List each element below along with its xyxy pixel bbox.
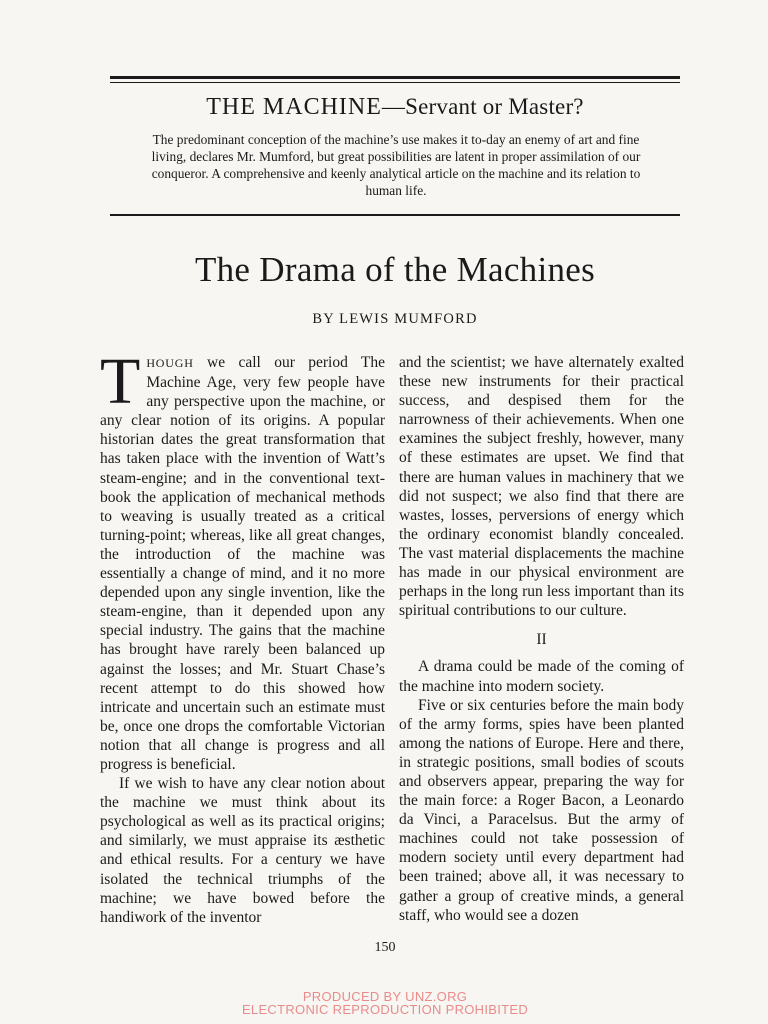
byline: BY LEWIS MUMFORD — [312, 311, 478, 327]
section-number: II — [536, 631, 547, 649]
watermark-line-1: PRODUCED BY UNZ.ORG — [302, 989, 468, 1004]
right-paragraph-3: Five or six centuries before the main body of the army forms, spies have been planted among the nations of Europe. Here and there, in strategic positions, small bodies of scouts and observers appear, preparing the way for the main force: a Roger Bacon, a Leonardo da Vinci, a Paracelsus. But the army of machines could not take possession of modern society until every department had been trained; above all, it was necessary to gather a group of creative minds, a general staff, who would see a dozen — [399, 696, 684, 924]
lead-smallcaps: HOUGH — [146, 356, 194, 370]
right-paragraph-1: and the scientist; we have alternately exalted these new instruments for their practical success, and despised them for the narrowness of their achievements. When one examines the subject freshly, however, many of these estimates are upset. We find that there are human values in machinery that we did not suspect; we also find that there are wastes, losses, perversions of energy which the ordinary economist blandly concealed. The vast material displacements the machine has made in our physical environment are perhaps in the long run less important than its spiritual contributions to our culture. — [399, 354, 684, 620]
watermark-line-2: ELECTRONIC REPRODUCTION PROHIBITED — [241, 1002, 529, 1017]
left-paragraph-2: If we wish to have any clear notion about the machine we must think about its psychological as well as its practical origins; and similarly, we must appraise its æsthetic and ethical results. For a century we have isolated the technical triumphs of the machine; we have bowed before the handiwork of the inventor — [100, 775, 385, 926]
series-title — [110, 94, 680, 121]
series-title-caps: THE MACHINE — [206, 94, 382, 120]
left-paragraph-1-text: we call our period The Machine Age, very few people have any perspective upon the machine, or any clear notion of its origins. A popular historian dates the great transformation that has taken place with the invention of Watt’s steam-engine; and in the conventional text-book the application of mechanical methods to weaving is usually treated as a critical turning-point; whereas, like all great changes, the introduction of the machine was essentially a change of mind, and it no more depended upon any single invention, like the steam-engine, than it depended upon any special industry. The gains that the machine has brought have rarely been balanced up against the losses; and Mr. Stuart Chase’s recent attempt to do this showed how intricate and uncertain such an estimate must be, once one drops the comfortable Victorian notion that all change is progress and all progress is beneficial. — [100, 354, 385, 773]
article-title: The Drama of the Machines — [194, 250, 596, 289]
page-number: 150 — [374, 940, 396, 955]
series-title-rest: —Servant or Master? — [381, 94, 584, 119]
header-rule-top-thick — [110, 76, 680, 79]
header-rule-top-thin — [110, 82, 680, 83]
right-column — [399, 353, 684, 925]
watermark — [160, 990, 610, 1016]
header-rule-bottom — [110, 214, 680, 216]
drop-cap: T — [100, 345, 141, 418]
left-paragraph-1 — [100, 345, 385, 774]
left-column — [100, 345, 385, 927]
article-intro: The predominant conception of the machine’s use makes it to-day an enemy of art and fine living, declares Mr. Mumford, but great possibilities are latent in proper assimilation of our conqueror. A comprehensive and keenly analytical article on the machine and its relation to human life. — [151, 132, 641, 198]
right-paragraph-2: A drama could be made of the coming of the machine into modern society. — [399, 658, 684, 695]
